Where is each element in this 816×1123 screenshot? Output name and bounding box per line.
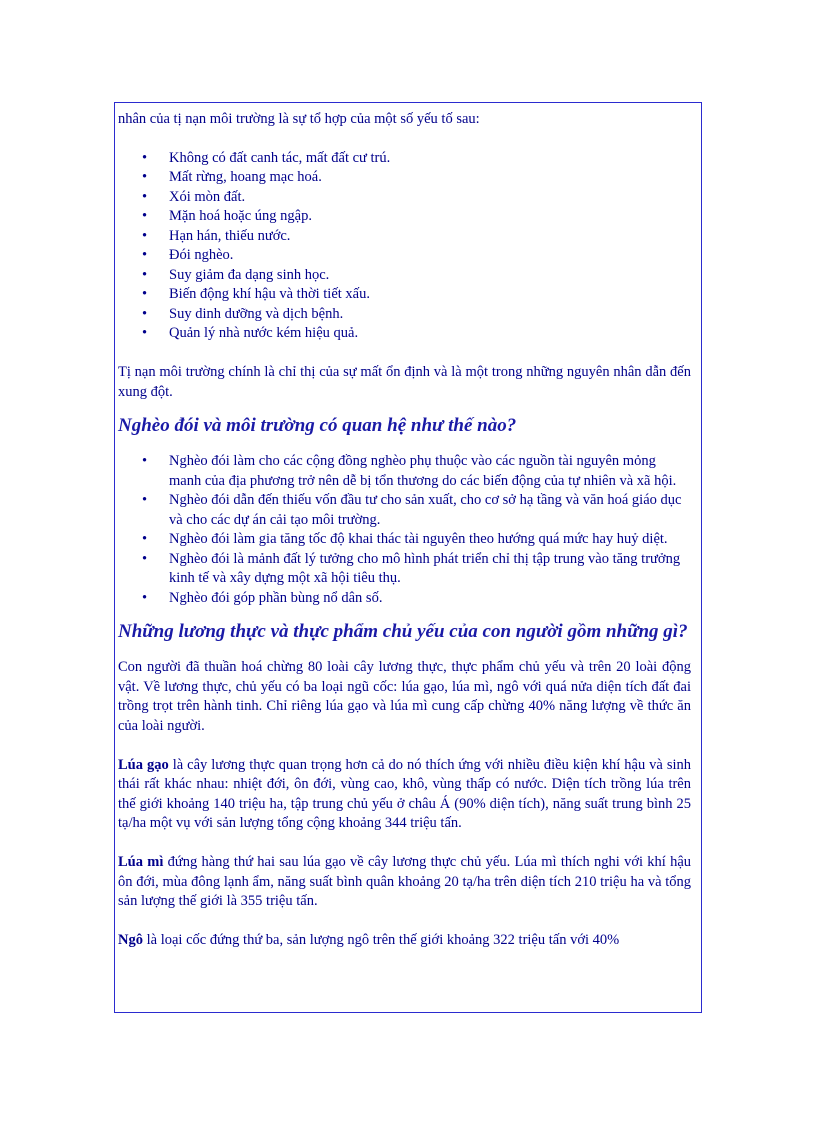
list-item: • Quản lý nhà nước kém hiệu quả. (142, 324, 691, 344)
wheat-term: Lúa mì (118, 854, 164, 870)
heading-food: Những lương thực và thực phẩm chủ yếu của con người gồm những gì? (118, 621, 688, 642)
list-item: • Mặn hoá hoặc úng ngập. (142, 207, 691, 227)
list-item: • Biến động khí hậu và thời tiết xấu. (142, 285, 691, 305)
list-item: • Hạn hán, thiếu nước. (142, 227, 691, 247)
corn-paragraph (118, 931, 691, 951)
heading-poverty: Nghèo đói và môi trường có quan hệ như thế nào? (118, 415, 517, 436)
poverty-list (142, 452, 691, 608)
corn-text: là loại cốc đứng thứ ba, sản lượng ngô trên thế giới khoảng 322 triệu tấn với 40% (142, 932, 620, 948)
list-item: • Suy giảm đa dạng sinh học. (142, 266, 691, 286)
list-item: • Không có đất canh tác, mất đất cư trú. (142, 149, 691, 169)
food-paragraph: Con người đã thuần hoá chừng 80 loài cây lương thực, thực phẩm chủ yếu và trên 20 loài động vật. Về lương thực, chủ yếu có ba loại ngũ cốc: lúa gạo, lúa mì, ngô với quá nửa diện tích đất đai trồng trọt trên hành tinh. Chỉ riêng lúa gạo và lúa mì cung cấp chừng 40% năng lượng về thức ăn của loài người. (118, 659, 691, 734)
list-item: • Xói mòn đất. (142, 188, 691, 208)
rice-paragraph (118, 756, 691, 834)
list-item: • Nghèo đói góp phần bùng nổ dân số. (142, 589, 691, 609)
rice-text: là cây lương thực quan trọng hơn cả do nó thích ứng với nhiều điều kiện khí hậu và sinh thái rất khác nhau: nhiệt đới, ôn đới, vùng cao, khô, vùng thấp có nước. Diện tích trồng lúa trên thế giới khoảng 140 triệu ha, tập trung chủ yếu ở châu Á (90% diện tích), năng suất trung bình 25 tạ/ha một vụ với sản lượng tổng cộng khoảng 344 triệu tấn. (118, 756, 691, 831)
list-item: • Mất rừng, hoang mạc hoá. (142, 168, 691, 188)
corn-term: Ngô (118, 932, 143, 948)
list-item: • Nghèo đói làm gia tăng tốc độ khai thác tài nguyên theo hướng quá mức hay huỷ diệt. (142, 530, 691, 550)
wheat-text: đứng hàng thứ hai sau lúa gạo về cây lương thực chủ yếu. Lúa mì thích nghi với khí hậu ôn đới, mùa đông lạnh ẩm, năng suất bình quân khoảng 20 tạ/ha trên diện tích 210 triệu ha và tổng sản lượng thế giới là 355 triệu tấn. (118, 854, 692, 909)
list-item: • Nghèo đói làm cho các cộng đồng nghèo phụ thuộc vào các nguồn tài nguyên mỏng manh của địa phương trở nên dễ bị tổn thương do các biến động của tự nhiên và xã hội. (142, 452, 691, 491)
list-item: • Nghèo đói là mảnh đất lý tưởng cho mô hình phát triển chỉ thị tập trung vào tăng trưởng kinh tế và xây dựng một xã hội tiêu thụ. (142, 550, 691, 589)
list-item: • Đói nghèo. (142, 246, 691, 266)
list-item: • Suy dinh dưỡng và dịch bệnh. (142, 305, 691, 325)
rice-term: Lúa gạo (118, 756, 169, 773)
refugee-paragraph: Tị nạn môi trường chính là chỉ thị của sự mất ổn định và là một trong những nguyên nhân dẫn đến xung đột. (118, 364, 691, 400)
page-frame (114, 102, 702, 1013)
causes-list (142, 149, 691, 344)
list-item: • Nghèo đói dẫn đến thiếu vốn đầu tư cho sản xuất, cho cơ sở hạ tầng và văn hoá giáo dục và cho các dự án cải tạo môi trường. (142, 491, 691, 530)
intro-line: nhân của tị nạn môi trường là sự tổ hợp của một số yếu tố sau: (118, 111, 480, 127)
wheat-paragraph (118, 853, 691, 912)
